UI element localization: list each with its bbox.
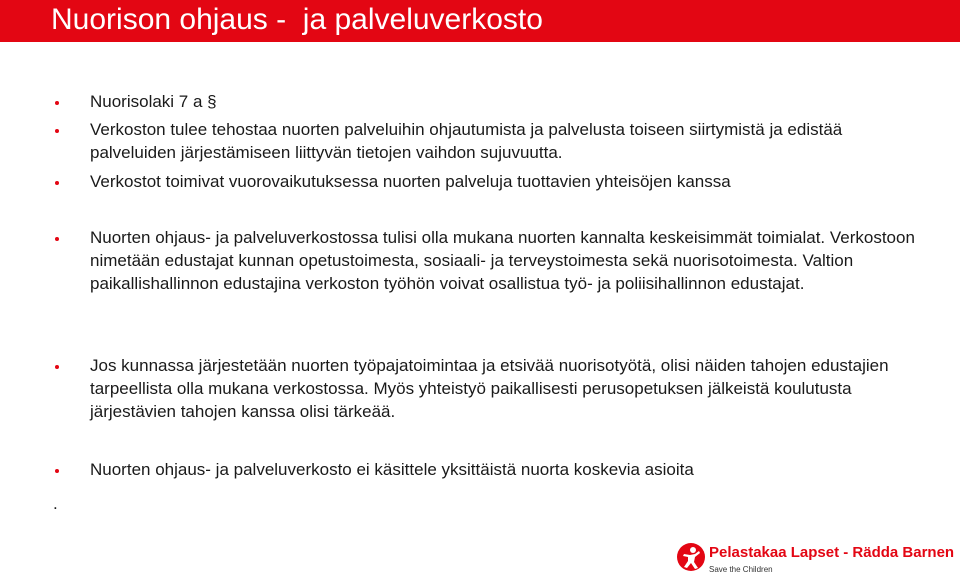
bullet-item-2: Verkoston tulee tehostaa nuorten palveluihin ohjautumista ja palvelusta toiseen siirtymistä ja edistää palveluiden järjestämiseen liittyvän tietojen vaihdon sujuvuutta. [90,120,843,162]
bullet-item-6: Nuorten ohjaus- ja palveluverkosto ei käsittele yksittäistä nuorta koskevia asioita [90,460,694,479]
bullet-item-1: Nuorisolaki 7 a § [90,92,217,111]
logo-name: Pelastakaa Lapset - Rädda Barnen [709,544,955,561]
slide-title: Nuorison ohjaus - ja palveluverkosto [51,3,543,36]
bullet-item-3: Verkostot toimivat vuorovaikutuksessa nuorten palveluja tuottavien yhteisöjen kanssa [90,172,731,191]
bullet-item-4: Nuorten ohjaus- ja palveluverkostossa tulisi olla mukana nuorten kannalta keskeisimmät toimialat. Verkostoon nimetään edustajat kunnan opetustoimesta, sosiaali- ja terveystoimesta sekä nuorisotoimesta. Valtion paikallishallinnon edustajina verkoston työhön voivat osallistua työ- ja poliisihallinnon edustajat. [90,228,915,293]
bullet-marker [54,236,62,244]
bullet-marker [54,100,62,108]
organization-logo [676,540,956,580]
bullet-marker [54,468,62,476]
save-the-children-figure-icon [676,542,706,572]
bullet-marker [54,364,62,372]
bullet-marker [54,128,62,136]
bullet-marker [54,180,62,188]
trailing-dot: . [53,494,58,513]
logo-tagline: Save the Children [709,565,773,574]
bullet-item-5: Jos kunnassa järjestetään nuorten työpajatoimintaa ja etsivää nuorisotyötä, olisi näiden tahojen edustajien tarpeellista olla mukana verkostossa. Myös yhteistyö paikallisesti perusopetuksen jälkeistä koulutusta järjestävien tahojen kanssa olisi tärkeää. [90,356,889,421]
